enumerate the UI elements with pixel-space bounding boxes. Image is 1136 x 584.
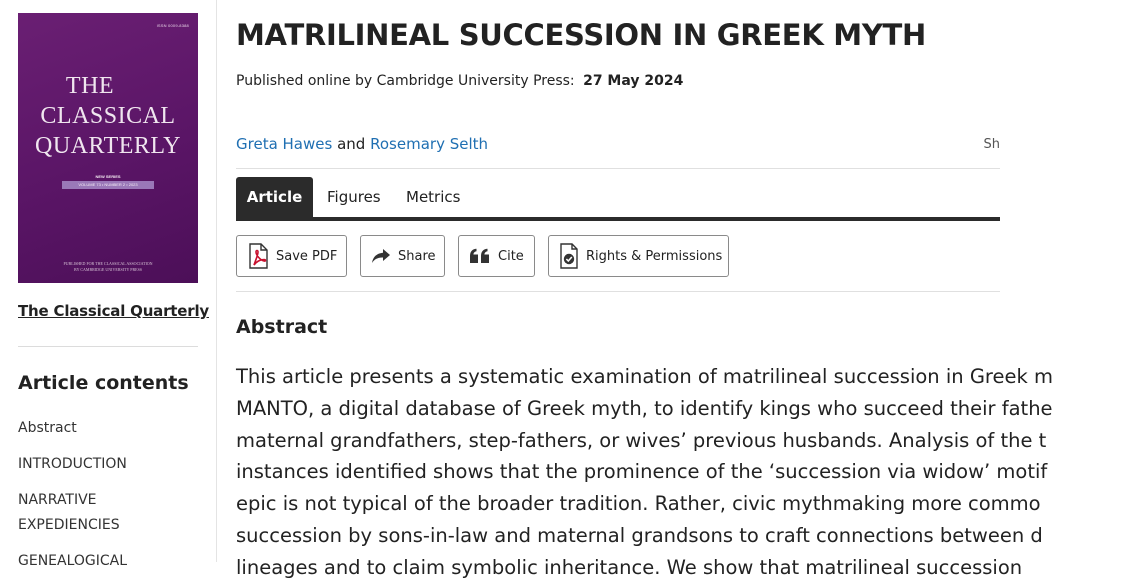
- cover-series: NEW SERIES: [95, 174, 121, 179]
- published-date: 27 May 2024: [583, 73, 684, 89]
- cover-title-line2: CLASSICAL: [40, 103, 176, 129]
- cover-publisher-line2: BY CAMBRIDGE UNIVERSITY PRESS: [73, 267, 143, 272]
- abstract-line: This article presents a systematic examination of matrilineal succession in Greek m: [236, 365, 1054, 388]
- abstract-line: instances identified shows that the prominence of the ‘succession via widow’ motif: [236, 460, 1048, 484]
- journal-cover-image[interactable]: [18, 13, 198, 283]
- abstract-line: maternal grandfathers, step-fathers, or wives’ previous husbands. Analysis of the t: [236, 428, 1047, 452]
- cover-title-line1: THE: [65, 73, 115, 99]
- quote-icon: [469, 248, 491, 264]
- cover-title-line3: QUARTERLY: [35, 133, 181, 159]
- article-title: MATRILINEAL SUCCESSION IN GREEK MYTH: [236, 18, 927, 52]
- abstract-line: succession by sons-in-law and maternal grandsons to craft connections between d: [236, 523, 1043, 547]
- share-button[interactable]: [360, 235, 445, 277]
- journal-title-link[interactable]: The Classical Quarterly: [18, 302, 209, 320]
- published-prefix: Published online by Cambridge University Press:: [236, 73, 575, 89]
- toc-item-narrative-cont[interactable]: EXPEDIENCIES: [18, 517, 120, 533]
- article-contents-heading: Article contents: [18, 372, 189, 394]
- rights-permissions-label: Rights & Permissions: [586, 248, 723, 264]
- rights-permissions-button[interactable]: [548, 235, 729, 277]
- save-pdf-label: Save PDF: [276, 248, 338, 264]
- show-author-details-link[interactable]: Sh: [983, 137, 1000, 152]
- author-join: and: [337, 135, 366, 153]
- sidebar: [0, 0, 217, 569]
- cite-button[interactable]: [458, 235, 535, 277]
- abstract-line: epic is not typical of the broader tradition. Rather, civic mythmaking more commo: [236, 492, 1041, 516]
- cite-label: Cite: [498, 248, 524, 264]
- abstract-line: lineages and to claim symbolic inheritance. We show that matrilineal succession: [236, 555, 1023, 579]
- share-arrow-icon: [371, 248, 391, 264]
- abstract-body: [236, 361, 1136, 584]
- abstract-heading: Abstract: [236, 316, 328, 338]
- cover-volume: VOLUME 73 • NUMBER 2 • 2023: [62, 181, 154, 189]
- published-line: [236, 73, 683, 89]
- toc-item-genealogical[interactable]: GENEALOGICAL: [18, 553, 128, 569]
- cover-publisher-line1: PUBLISHED FOR THE CLASSICAL ASSOCIATION: [63, 261, 153, 266]
- tab-figures[interactable]: Figures: [327, 188, 381, 206]
- article-main: [236, 0, 1054, 579]
- toc-item-introduction[interactable]: INTRODUCTION: [18, 456, 127, 472]
- tab-article[interactable]: Article: [236, 177, 313, 217]
- toc-item-narrative[interactable]: NARRATIVE: [18, 492, 97, 508]
- article-tabs: [236, 177, 1000, 217]
- tab-metrics[interactable]: Metrics: [406, 188, 461, 206]
- author-link-rosemary-selth[interactable]: Rosemary Selth: [370, 135, 489, 153]
- header-divider: [236, 168, 1000, 169]
- save-pdf-button[interactable]: [236, 235, 347, 277]
- actions-divider: [236, 291, 1000, 292]
- toc-item-abstract[interactable]: Abstract: [18, 420, 77, 436]
- cover-issn: ISSN 0009-8388: [156, 23, 189, 28]
- share-label: Share: [398, 248, 436, 264]
- author-list: [236, 135, 488, 153]
- abstract-line: MANTO, a digital database of Greek myth, to identify kings who succeed their fathe: [236, 396, 1053, 420]
- document-check-icon: [559, 243, 579, 269]
- sidebar-divider: [18, 346, 198, 347]
- cover-publisher: [18, 261, 198, 273]
- tabs-underline: [236, 217, 1000, 221]
- author-link-greta-hawes[interactable]: Greta Hawes: [236, 135, 333, 153]
- pdf-file-icon: [247, 243, 269, 269]
